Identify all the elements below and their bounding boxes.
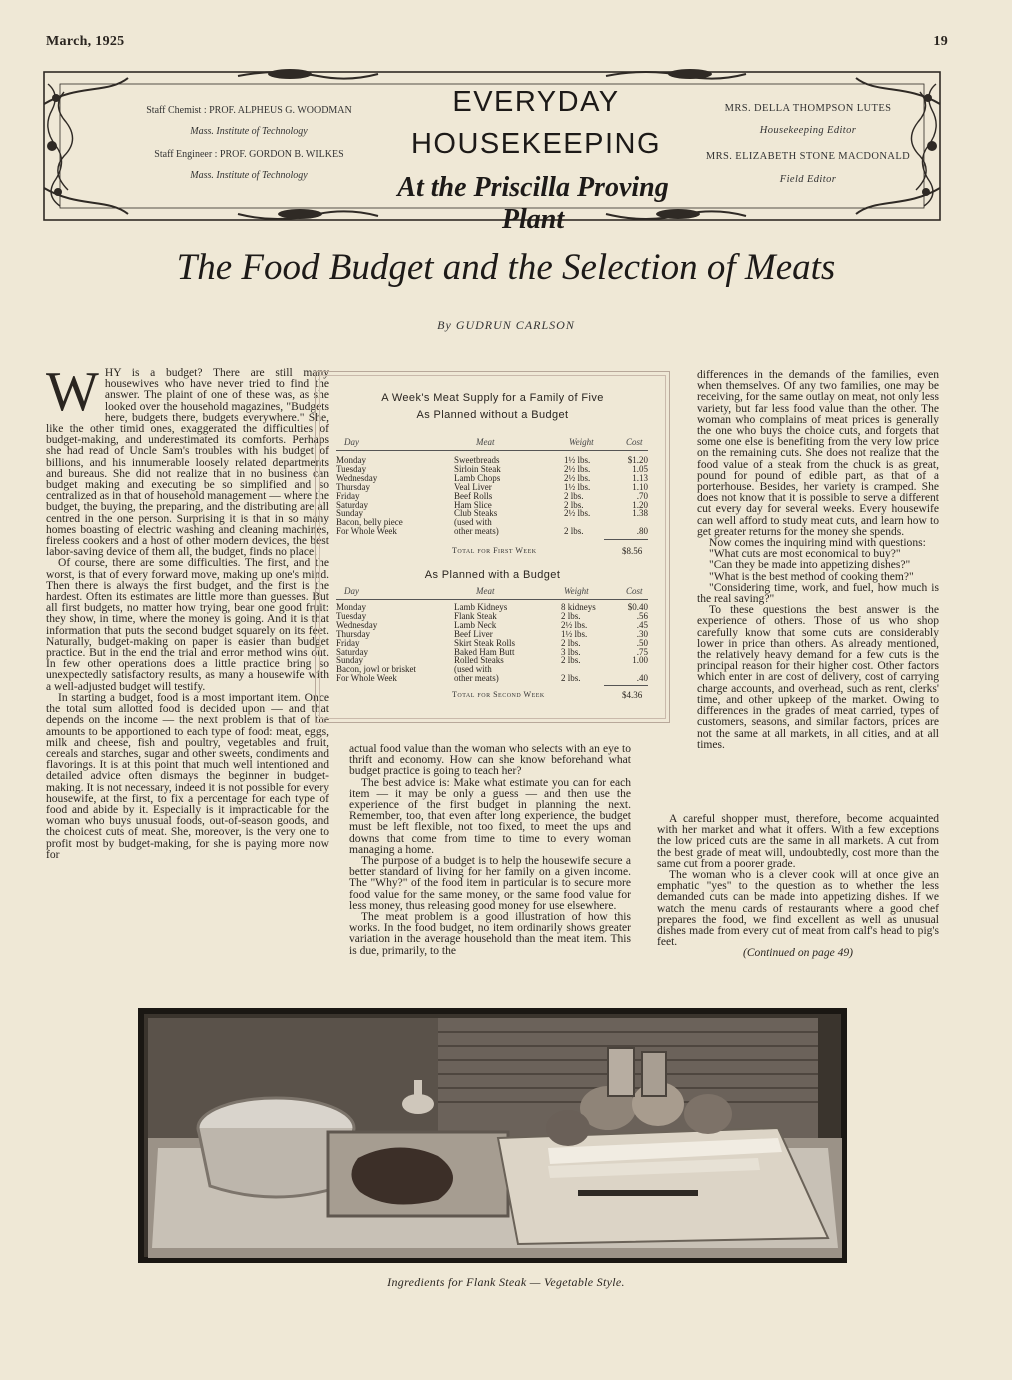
paragraph: "Can they be made into appetizing dishes?": [709, 559, 911, 572]
table-title: A Week's Meat Supply for a Family of Five: [381, 392, 604, 404]
table-row: [336, 648, 648, 657]
cell-weight: 8 kidneys: [561, 602, 596, 612]
col-header-weight: Weight: [564, 586, 589, 596]
cell-day: Saturday: [336, 646, 368, 657]
cell-cost: $0.40: [627, 602, 648, 612]
total-first-week: $8.56: [622, 546, 643, 556]
paragraph: differences in the demands of the families, even when themselves. Of any two families, one may be receiving, for the same outlay on meat, not only less variety, but far less food value than the other. The woman who complains of meat prices is generally the one who buys the choice cuts, and forgets that some one else is benefiting from the very low price on the remaining cuts. She does not realize that the food value of a steak from the chuck is as great, pound for pound of edible part, as that of a porterhouse. Besides, her variety is cramped. She does not know that it is possible to serve a different cut every day for several weeks. Every housewife can well afford to study meat cuts, and learn how to get greater returns for the money she spends.: [697, 369, 939, 538]
cell-cost: .40: [636, 673, 648, 684]
cell-meat: Baked Ham Butt: [454, 646, 515, 657]
article-column-1: [46, 361, 329, 861]
cell-cost: .45: [636, 619, 648, 630]
cell-day: Friday: [336, 637, 360, 648]
cell-cost: 1.10: [632, 481, 648, 492]
cell-weight: 1½ lbs.: [564, 455, 591, 465]
header-rule: [336, 599, 648, 600]
byline: By GUDRUN CARLSON: [437, 318, 575, 332]
table-row: [336, 621, 648, 630]
cell-weight: 2 lbs.: [561, 673, 581, 684]
cell-day: Saturday: [336, 499, 368, 510]
cell-meat: other meats): [454, 526, 499, 537]
staff-engineer-institution: Mass. Institute of Technology: [190, 170, 308, 181]
cell-meat: Veal Liver: [454, 481, 492, 492]
cell-meat: Sweetbreads: [454, 455, 500, 465]
paragraph: The meat problem is a good illustration of how this works. In the food budget, no item ordinarily shows greater variation in the average household than the meat item. This is due, primarily, to the: [349, 911, 631, 957]
table-subtitle-with-budget: As Planned with a Budget: [424, 569, 561, 581]
cell-weight: 2 lbs.: [564, 490, 584, 501]
staff-engineer: Staff Engineer : PROF. GORDON B. WILKES: [154, 149, 344, 160]
paragraph: The purpose of a budget is to help the housewife secure a better standard of living for her family on a given income. The "Why?" of the food item in particular is to secure more food value for the same money, or the same food value for less money, thus releasing good money for use elsewhere.: [349, 855, 631, 912]
cell-day: Sunday: [336, 655, 363, 666]
masthead: [38, 64, 946, 235]
cell-weight: 2 lbs.: [561, 655, 581, 666]
table-row: [336, 656, 648, 665]
cell-cost: 1.05: [632, 463, 648, 474]
article-column-3: [697, 370, 939, 751]
paragraph: Of course, there are some difficulties. The first, and the worst, is that of every forward move, making up one's mind. Then there is always the first budget, and the first is the hardest. Often its estimates are little more than guesses. But all first budgets, no matter how trying, bear one good fruit: they show, in time, where the money is going. And it is that information that puts the second budget squarely on its feet. Naturally, budget-making on paper is easier than budget practice. But in the end the trial and error method wins out. In few other operations does a little practice bring so unexpectedly satisfactory results, as many a housewife with a well-adjusted budget will testify.: [46, 557, 329, 693]
paragraph: The best advice is: Make what estimate you can for each item — it may be only a guess — and then use the experience of the first budget in planning the next. Remember, too, that even after long experience, the budget must be left flexible, not too fixed, to meet the ups and downs that come from time to time to every woman managing a home.: [349, 776, 631, 856]
cell-day: Tuesday: [336, 610, 367, 621]
table-row: [336, 483, 648, 492]
cell-day: Monday: [336, 602, 366, 612]
cell-cost: .75: [636, 646, 648, 657]
article-column-3-continued: [657, 814, 939, 960]
col-header-day: Day: [344, 437, 359, 447]
cell-day: For Whole Week: [336, 673, 397, 684]
field-editor-name: MRS. ELIZABETH STONE MACDONALD: [705, 151, 911, 162]
col-header-cost: Cost: [626, 586, 643, 596]
cell-weight: 2½ lbs.: [564, 508, 591, 519]
cell-meat: other meats): [454, 673, 499, 684]
table-row: [336, 527, 648, 536]
paragraph: A careful shopper must, therefore, become acquainted with her market and what it offers. With a few exceptions the low priced cuts are the same in all markets. A cut from the best grade of meat will, undoubtedly, cost more than the same cut from a poorer grade.: [657, 813, 939, 870]
cell-weight: 2½ lbs.: [561, 619, 588, 630]
cell-cost: 1.38: [632, 508, 648, 519]
cell-meat: Rolled Steaks: [454, 655, 504, 666]
cell-weight: 1½ lbs.: [561, 628, 588, 639]
paragraph: To these questions the best answer is the experience of others. Those of us who shop carefully know that some cuts are considerably lower in price than others. As already mentioned, the relatively heavy demand for a few cuts is the principal reason for their higher cost. Other factors which enter in are cost of delivery, cost of carrying charge accounts, and overhead, such as rent, clerks' time, and other upkeep of the market. Owing to differences in the grades of meat carried, types of customers, seasons, and similar factors, prices are not the same at all markets, in all cities, and at all times.: [697, 604, 939, 751]
paragraph: "Considering time, work, and fuel, how much is the real saving?": [697, 581, 939, 606]
food-photo: [138, 1008, 847, 1263]
housekeeping-editor-title: Housekeeping Editor: [759, 125, 857, 136]
table-row: [336, 639, 648, 648]
col-header-cost: Cost: [626, 437, 643, 447]
cell-weight: 1½ lbs.: [564, 481, 591, 492]
housekeeping-editor-name: MRS. DELLA THOMPSON LUTES: [724, 103, 892, 114]
table-row: [336, 501, 648, 510]
total-rule: [604, 685, 648, 686]
col-header-meat: Meat: [476, 437, 495, 447]
cell-weight: 2½ lbs.: [564, 463, 591, 474]
food-photo-illustration: [138, 1008, 847, 1263]
total-label-second-week: Total for Second Week: [452, 690, 545, 699]
table-row: [336, 630, 648, 639]
meat-supply-table: [315, 371, 670, 723]
cell-day: Wednesday: [336, 472, 378, 483]
cell-cost: 1.13: [632, 472, 648, 483]
cell-meat: Lamb Chops: [454, 472, 501, 483]
cell-day: Sunday: [336, 508, 363, 519]
total-label-first-week: Total for First Week: [452, 546, 537, 555]
table-row: [336, 674, 648, 683]
cell-meat: Flank Steak: [454, 610, 497, 621]
cell-meat: Club Steaks: [454, 508, 498, 519]
cell-cost: .30: [636, 628, 648, 639]
table-row: [336, 456, 648, 465]
cell-weight: 2½ lbs.: [564, 472, 591, 483]
continued-note: (Continued on page 49): [743, 947, 853, 960]
paragraph: In starting a budget, food is a most important item. Once the total sum allotted food is decided upon — and that depends on the income — the next problem is that of the amounts to be apportioned to each type of food: meat, eggs, milk and cheese, fish and poultry, vegetables and fruit, cereals and starches, sugar and other sweets, condiments and flavorings. It is at this point that much well intentioned and detailed advice often dismays the beginner in budget-making. It is not necessary, indeed it is not possible for every housewife, at the first, to fix a percentage for each type of food and abide by it. Especially is it impracticable for the woman who buys unusual foods, out-of-season goods, and the choicest cuts of meat. She, moreover, is the very one to profit most by budget-making, for she is paying more now for: [46, 691, 329, 861]
staff-chemist-institution: Mass. Institute of Technology: [190, 126, 308, 137]
cell-meat: Beef Rolls: [454, 490, 493, 501]
total-rule: [604, 539, 648, 540]
paragraph: "What is the best method of cooking them?": [709, 570, 914, 583]
cell-day: Monday: [336, 455, 366, 465]
issue-date: March, 1925: [46, 34, 125, 49]
cell-meat: (used with: [454, 664, 492, 675]
table-row: [336, 492, 648, 501]
cell-meat: Lamb Kidneys: [454, 602, 508, 612]
paragraph: The woman who is a clever cook will at once give an emphatic "yes" to the question as to whether the less demanded cuts can be made into appetizing dishes. If we watch the menu cards of restaurants where a good chef prepares the food, we find excellent as well as unusual dishes made from every cut of meat from calf's head to pig's feet.: [657, 869, 939, 949]
cell-cost: $1.20: [627, 455, 648, 465]
cell-cost: .50: [636, 637, 648, 648]
table-row: [336, 465, 648, 474]
article-column-2: [349, 744, 631, 957]
cell-meat: Ham Slice: [454, 499, 492, 510]
table-row: [336, 612, 648, 621]
paragraph: "What cuts are most economical to buy?": [709, 548, 901, 561]
table-row: [336, 474, 648, 483]
cell-weight: 2 lbs.: [561, 637, 581, 648]
cell-weight: 2 lbs.: [564, 499, 584, 510]
paragraph: Now comes the inquiring mind with questions:: [709, 537, 926, 550]
paragraph: actual food value than the woman who selects with an eye to thrift and economy. How can she know beforehand what budget practice is going to teach her?: [349, 743, 631, 778]
col-header-meat: Meat: [476, 586, 495, 596]
col-header-weight: Weight: [569, 437, 594, 447]
cell-cost: .56: [636, 610, 648, 621]
cell-weight: 3 lbs.: [561, 646, 581, 657]
cell-cost: 1.00: [632, 655, 648, 666]
table-subtitle-without-budget: As Planned without a Budget: [416, 409, 569, 421]
paragraph: HY is a budget? There are still many housewives who have never tried to find the answer. The plaint of one of these was, as she looked over the household magazines, "Budgets here, budgets there, budgets everywhere." She, like the other timid ones, exaggerated the difficulties of budget-making, and underestimated its comforts. Perhaps she had read of Uncle Sam's troubles with his budget of billions, and his innumerable loosely related departments and bureaus. She did not realize that in no business can budget making and executing be so simplified and so centralized as in that of household management — where the budget, the buying, the preparing, and the distributing are all centred in the one person. Surprising it is that in so many homes boasting of electric washing and cleaning machines, fireless cookers and a host of other modern devices, the best labor-saving device of them all, the budget, finds no place.: [46, 367, 329, 559]
cell-meat: (used with: [454, 517, 492, 528]
cell-day: Friday: [336, 490, 360, 501]
col-header-day: Day: [344, 586, 359, 596]
cell-weight: 2 lbs.: [561, 610, 581, 621]
article-headline: The Food Budget and the Selection of Meats: [176, 247, 836, 288]
table-row: [336, 518, 648, 527]
cell-weight: 2 lbs.: [564, 526, 584, 537]
cell-cost: .80: [636, 526, 648, 537]
cell-meat: Beef Liver: [454, 628, 493, 639]
cell-day: Wednesday: [336, 619, 378, 630]
table-row: [336, 509, 648, 518]
cell-cost: .70: [636, 490, 648, 501]
cell-meat: Skirt Steak Rolls: [454, 637, 516, 648]
cell-cost: 1.20: [632, 499, 648, 510]
cell-meat: Sirloin Steak: [454, 463, 501, 474]
page-number: 19: [933, 34, 948, 49]
total-second-week: $4.36: [622, 690, 643, 700]
staff-chemist: Staff Chemist : PROF. ALPHEUS G. WOODMAN: [146, 105, 352, 116]
header-rule: [336, 450, 648, 451]
cell-day: Thursday: [336, 481, 370, 492]
table-row: [336, 603, 648, 612]
drop-cap: W: [46, 361, 99, 423]
masthead-title-line1: EVERYDAY: [452, 86, 620, 118]
photo-caption: Ingredients for Flank Steak — Vegetable Style.: [387, 1275, 625, 1289]
cell-meat: Lamb Neck: [454, 619, 497, 630]
masthead-title-line2: HOUSEKEEPING: [410, 128, 662, 160]
cell-day: Tuesday: [336, 463, 367, 474]
cell-day: Thursday: [336, 628, 370, 639]
masthead-subtitle: At the Priscilla Proving Plant: [397, 172, 669, 235]
cell-day: Bacon, jowl or brisket: [336, 664, 416, 675]
cell-day: For Whole Week: [336, 526, 397, 537]
cell-day: Bacon, belly piece: [336, 517, 403, 528]
table-row: [336, 665, 648, 674]
field-editor-title: Field Editor: [779, 174, 837, 185]
